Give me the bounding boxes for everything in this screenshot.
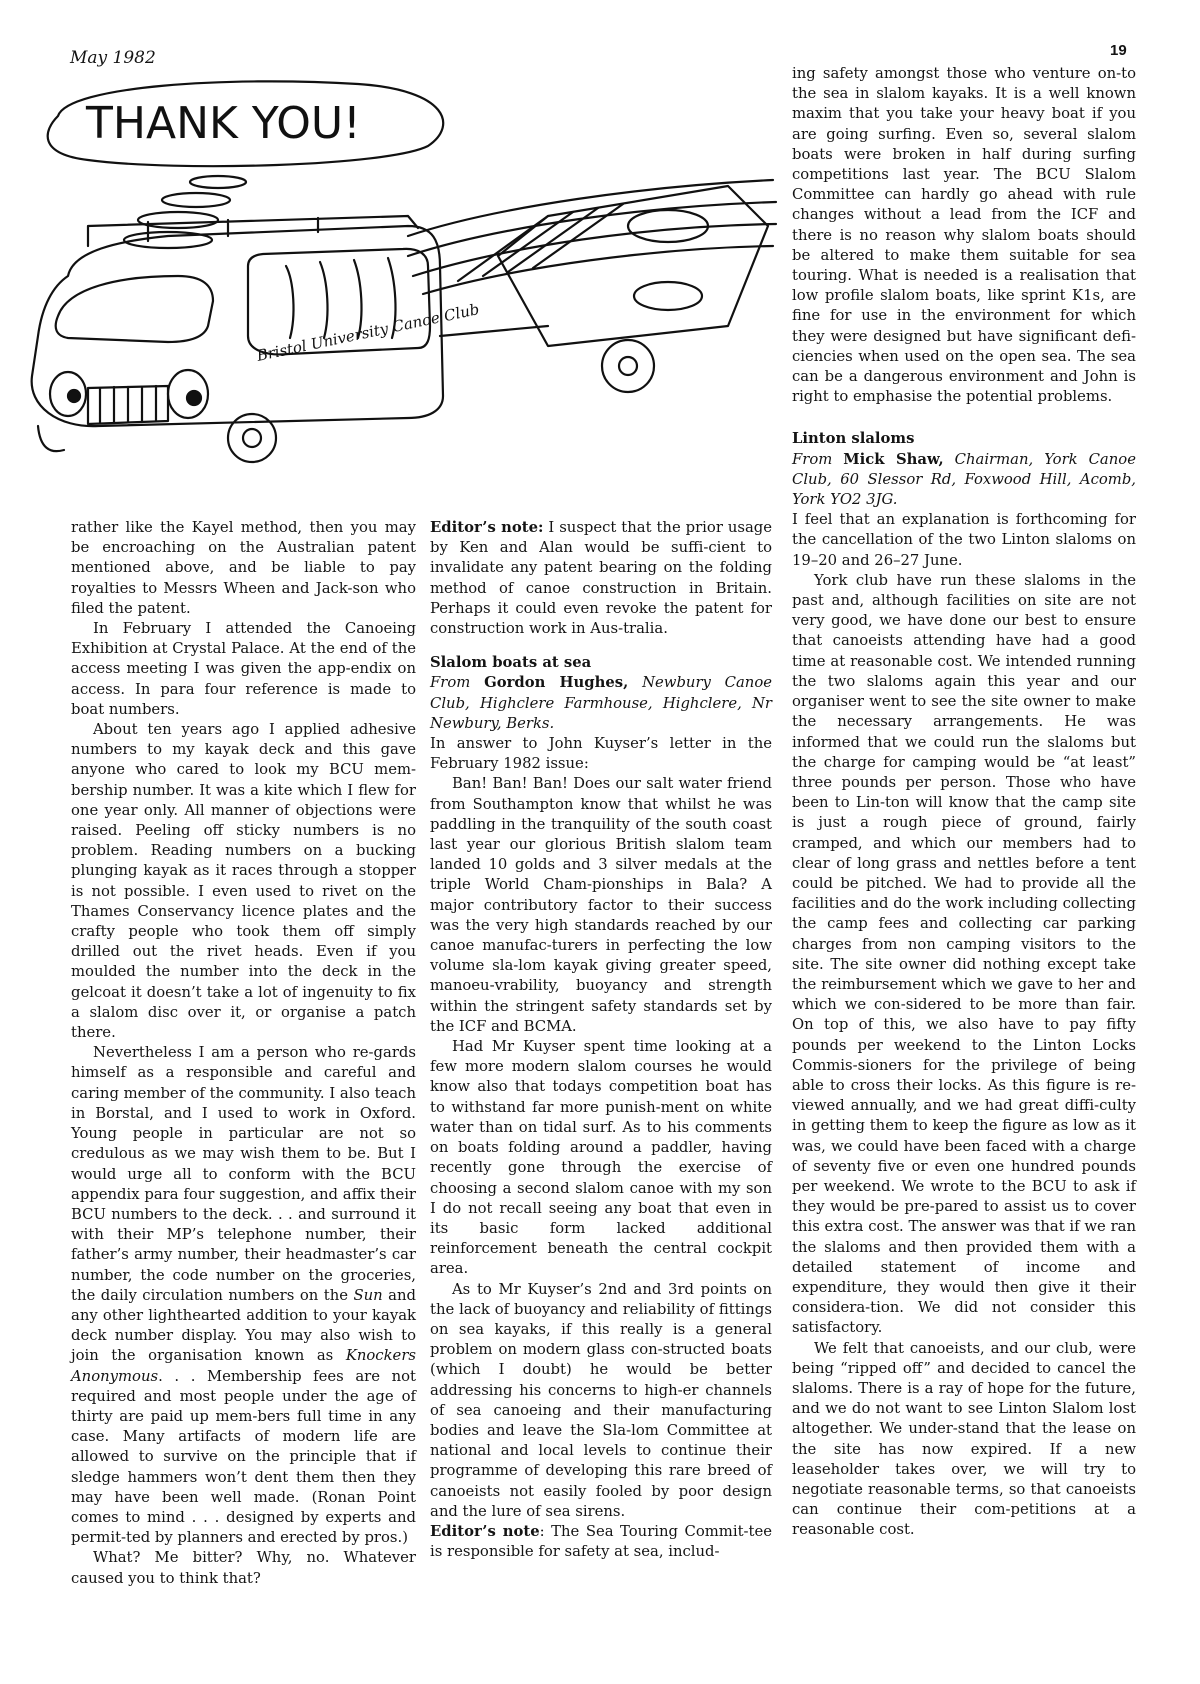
section-heading: Linton slaloms	[792, 430, 915, 448]
paragraph: ing safety amongst those who venture on-to the sea in slalom kayaks. It is a well known maxim that you take your heavy boat if you are going surfing. Even so, several slalom boats were broken in half during surfing competitions last year. The BCU Slalom Committee can hardly go ahead with rule changes without a lead from the ICF and there is no reason why slalom boats should be altered to make them suitable for sea touring. What is needed is a realisation that low profile slalom boats, like sprint K1s, are fine for use in the environment for which they were designed but have significant defi-ciencies when used on the open sea. The sea can be a dangerous environment and John is right to emphasise the potential problems.	[792, 65, 1136, 406]
paragraph: We felt that canoeists, and our club, were being “ripped off” and decided to cancel the slaloms. There is a ray of hope for the future, and we do not want to see Linton Slalom lost altogether. We under-stand that the lease on the site has now expired. If a new leaseholder takes over, we will try to negotiate reasonable terms, so that canoeists can continue their com-petitions at a reasonable cost.	[792, 1339, 1136, 1539]
paragraph: Had Mr Kuyser spent time looking at a few more modern slalom courses he would know also that todays competition boat has to withstand far more punish-ment on white water than on tidal surf. As to his comments on boats folding around a paddler, having recently gone through the exercise of choosing a second slalom canoe with my son I do not recall seeing any boat that even in its basic form lacked additional reinforcement beneath the central cockpit area.	[430, 1038, 772, 1278]
organisation-name: Knockers Anonymous	[71, 1347, 416, 1385]
paragraph: Ban! Ban! Ban! Does our salt water friend from Southampton know that whilst he was paddling in the tranquility of the south coast last year our glorious British slalom team landed 10 golds and 3 silver medals at the triple World Cham-pionships in Bala? A major contributory factor to their success was the very high standards reached by our canoe manufac-turers in perfecting the low volume sla-lom kayak giving greater speed, manoeu-vrability, buoyancy and strength within the stringent safety standards set by the ICF and BCMA.	[430, 775, 772, 1035]
section-heading: Slalom boats at sea	[430, 654, 592, 672]
paragraph: In February I attended the Canoeing Exhibition at Crystal Palace. At the end of the access meeting I was given the app-endix on access. In para four reference is made to boat numbers.	[71, 620, 416, 718]
column-left	[71, 518, 416, 1589]
paragraph: Nevertheless I am a person who re-gards himself as a responsible and careful and caring member of the community. I also teach in Borstal, and I used to work in Oxford. Young people in particular are not so credulous as we may wish them to be. But I would urge all to conform with the BCU appendix para four suggestion, and affix their BCU numbers to the deck. . . and surround it with their MP’s telephone number, their father’s army number, their headmaster’s car number, the code number on the groceries, the daily circulation numbers on the Sun and any other lighthearted addition to your kayak deck number display. You may also wish to join the organisation known as Knockers Anonymous. . . Membership fees are not required and most people under the age of thirty are paid up mem-bers full time in any case. Many artifacts of modern life are allowed to survive on the principle that if sledge hammers won’t dent them then they may have been well made. (Ronan Point comes to mind . . . designed by experts and permit-ted by planners and erected by pros.)	[71, 1044, 416, 1547]
paragraph: What? Me bitter? Why, no. Whatever caused you to think that?	[71, 1549, 416, 1587]
paragraph: As to Mr Kuyser’s 2nd and 3rd points on the lack of buoyancy and reliability of fittings on sea kayaks, if this really is a general problem on modern glass con-structed boats (which I doubt) he would be better addressing his concerns to high-er channels of sea canoeing and their manufacturing bodies and leave the Sla-lom Committee at national and local levels to continue their programme of developing this rare breed of canoeists not easily fooled by poor design and the lure of sea sirens.	[430, 1280, 772, 1520]
van-lettering: Bristol University Canoe Club	[255, 300, 481, 365]
letter-sender: From Mick Shaw, Chairman, York Canoe Club, 60 Slessor Rd, Foxwood Hill, Acomb, York YO2 3JG.	[792, 450, 1136, 509]
column-right	[792, 64, 1136, 1541]
editors-note: Editor’s note: I suspect that the prior usage by Ken and Alan would be suffi-cient to invalidate any patent bearing on the folding method of canoe construction in Britain. Perhaps it could even revoke the patent for construction work in Aus-tralia.	[430, 519, 772, 638]
canoe-trailer	[498, 186, 768, 346]
letter-sender: From Gordon Hughes, Newbury Canoe Club, Highclere Farmhouse, Highclere, Nr Newbury, Berks.	[430, 674, 772, 732]
paragraph: York club have run these slaloms in the past and, although facilities on site are not very good, we have done our best to ensure that canoeists attending have had a good time at reasonable cost. We intended running the two slaloms again this year and our organiser went to see the site owner to make the necessary arrangements. He was informed that we could run the slaloms but the charge for camping would be “at least” three pounds per person. Those who have been to Lin-ton will know that the camp site is just a rough piece of ground, fairly cramped, and which our members had to clear of long grass and nettles before a tent could be pitched. We had to provide all the facilities and do the work including collecting the camp fees and collecting car parking charges from non camping visitors to the site. The site owner did nothing except take the reimbursement which we gave to her and which we con-sidered to be more than fair. On top of this, we also have to pay fifty pounds per weekend to the Linton Locks Commis-sioners for the privilege of being able to cross their locks. As this figure is re-viewed annually, and we had great diffi-culty in getting them to keep the figure as low as it was, we could have been faced with a charge of seventy five or even one hundred pounds per weekend. We wrote to the BCU to ask if they would be pre-pared to assist us to cover this extra cost. The answer was that if we ran the slaloms and then provided them with a detailed statement of income and expenditure, they would then give it their considera-tion. We did not consider this satisfactory.	[792, 571, 1136, 1337]
thank-you-cartoon	[28, 76, 788, 506]
issue-date: May 1982	[70, 48, 156, 68]
page-number: 19	[1110, 42, 1127, 59]
editors-note: Editor’s note: The Sea Touring Commit-tee is responsible for safety at sea, includ-	[430, 1522, 772, 1561]
paragraph: rather like the Kayel method, then you may be encroaching on the Australian patent mentioned above, and be liable to pay royalties to Messrs Wheen and Jack-son who filed the patent.	[71, 519, 416, 617]
speech-text: THANK YOU!	[86, 98, 361, 149]
paragraph: About ten years ago I applied adhesive numbers to my kayak deck and this gave anyone who cared to look my BCU mem-bership number. It was a kite which I flew for one year only. All manner of objections were raised. Peeling off sticky numbers is no problem. Reading numbers on a bucking plunging kayak as it races through a stopper is not possible. I even used to rivet on the Thames Conservancy licence plates and the crafty people who took them off simply drilled out the rivet heads. Even if you moulded the number into the deck in the gelcoat it doesn’t take a lot of ingenuity to fix a slalom disc over it, or organise a patch there.	[71, 721, 416, 1042]
paragraph: I feel that an explanation is forthcoming for the cancellation of the two Linton slaloms on 19–20 and 26–27 June.	[792, 511, 1136, 569]
paragraph: In answer to John Kuyser’s letter in the February 1982 issue:	[430, 735, 772, 773]
column-middle	[430, 518, 772, 1562]
newspaper-name: Sun	[353, 1286, 383, 1304]
